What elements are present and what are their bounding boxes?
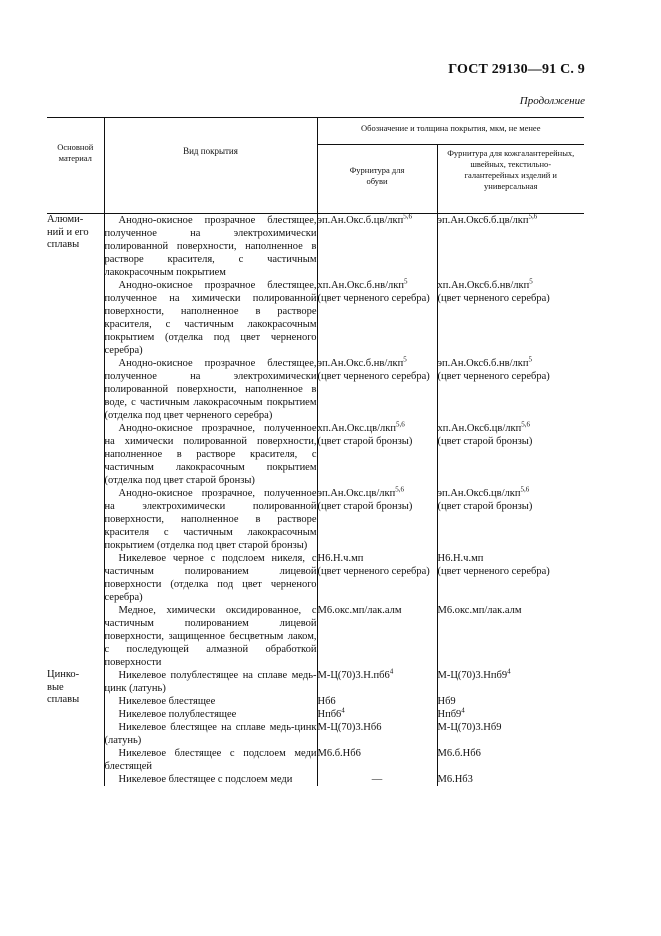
haberdashery-designation-cell bbox=[437, 773, 584, 786]
base-material-cell bbox=[47, 214, 104, 670]
table-row bbox=[47, 552, 584, 604]
haberdashery-designation-cell bbox=[437, 552, 584, 604]
footwear-designation-code: Н6.Н.ч.мп bbox=[317, 553, 364, 564]
footwear-designation-code: Нпб6 bbox=[317, 709, 342, 720]
footnote-reference: 5,6 bbox=[395, 420, 405, 429]
haberdashery-designation-code: М6.окс.мп/лак.алм bbox=[437, 605, 522, 616]
haberdashery-color-note: (цвет черненого серебра) bbox=[437, 566, 550, 577]
table-row bbox=[47, 357, 584, 422]
footwear-designation-cell bbox=[317, 721, 437, 747]
table-body bbox=[47, 214, 584, 787]
haberdashery-designation-code: Нб9 bbox=[437, 696, 456, 707]
footwear-designation-code: эп.Ан.Окс.б.нв/лкп bbox=[317, 358, 404, 369]
footwear-designation-code: М-Ц(70)3.Нб6 bbox=[317, 722, 382, 733]
standard-page-header: ГОСТ 29130—91 С. 9 bbox=[448, 62, 585, 77]
header-designation: Обозначение и толщина покрытия, мкм, не менее bbox=[317, 118, 584, 145]
footwear-designation-cell bbox=[317, 279, 437, 357]
continuation-label: Продолжение bbox=[519, 95, 585, 107]
footwear-designation-code: М6.окс.мп/лак.алм bbox=[317, 605, 402, 616]
footnote-reference: 5 bbox=[528, 355, 532, 364]
table-row bbox=[47, 487, 584, 552]
footwear-designation-code: хп.Ан.Окс.цв/лкп bbox=[317, 423, 396, 434]
footnote-reference: 4 bbox=[341, 706, 345, 715]
haberdashery-designation-code: М-Ц(70)3.Нб9 bbox=[437, 722, 502, 733]
coating-description-cell bbox=[104, 214, 317, 280]
table-row bbox=[47, 214, 584, 280]
footnote-reference: 5 bbox=[529, 277, 533, 286]
haberdashery-designation-cell bbox=[437, 422, 584, 487]
footwear-color-note: (цвет старой бронзы) bbox=[317, 501, 413, 512]
table-row bbox=[47, 708, 584, 721]
footwear-designation-code: — bbox=[371, 774, 383, 785]
coating-description-cell bbox=[104, 747, 317, 773]
footwear-designation-cell bbox=[317, 214, 437, 280]
base-material-label: Цинко-вые сплавы bbox=[47, 669, 80, 705]
footwear-designation-code: эп.Ан.Окс.цв/лкп bbox=[317, 488, 396, 499]
footnote-reference: 5 bbox=[403, 277, 408, 286]
coating-description: Анодно-окисное прозрачное, полученное на химически полированной поверхности, наполненное в растворе красителя, с частичным лакокрасочным покрытием (отделка под цвет старой бронзы) bbox=[104, 423, 317, 486]
coating-description: Никелевое блестящее с подслоем меди bbox=[118, 774, 293, 785]
haberdashery-designation-cell bbox=[437, 669, 584, 695]
coating-description-cell bbox=[104, 279, 317, 357]
header-haberdashery: Фурнитура для кожгалантерейных, швейных, текстильно-галантерейных изделий и универсальная bbox=[437, 145, 584, 214]
footwear-designation-cell bbox=[317, 552, 437, 604]
footwear-color-note: (цвет старой бронзы) bbox=[317, 436, 413, 447]
footwear-designation-cell bbox=[317, 669, 437, 695]
footwear-color-note: (цвет черненого серебра) bbox=[317, 371, 430, 382]
coating-description: Никелевое блестящее с подслоем меди блестящей bbox=[104, 748, 317, 772]
haberdashery-designation-cell bbox=[437, 747, 584, 773]
coating-description: Анодно-окисное прозрачное блестящее, полученное на электрохимически полированной поверхности, наполненное в растворе красителя, с частичным лакокрасочным покрытием bbox=[104, 215, 317, 278]
haberdashery-designation-code: М6.б.Нб6 bbox=[437, 748, 481, 759]
footnote-reference: 5,6 bbox=[520, 485, 530, 494]
haberdashery-color-note: (цвет старой бронзы) bbox=[437, 501, 533, 512]
haberdashery-color-note: (цвет старой бронзы) bbox=[437, 436, 533, 447]
haberdashery-designation-code: эп.Ан.Окс6.б.цв/лкп bbox=[437, 215, 529, 226]
footnote-reference: 4 bbox=[389, 667, 394, 676]
footwear-designation-cell bbox=[317, 357, 437, 422]
table-row bbox=[47, 695, 584, 708]
coating-description-cell bbox=[104, 695, 317, 708]
coating-description-cell bbox=[104, 721, 317, 747]
table-row bbox=[47, 279, 584, 357]
coating-description: Никелевое полублестящее bbox=[118, 709, 237, 720]
coating-description: Никелевое блестящее на сплаве медь-цинк (латунь) bbox=[104, 722, 317, 746]
haberdashery-designation-cell bbox=[437, 708, 584, 721]
footwear-designation-cell bbox=[317, 695, 437, 708]
haberdashery-designation-cell bbox=[437, 357, 584, 422]
header-footwear: Фурнитура для обуви bbox=[317, 145, 437, 214]
base-material-cell bbox=[47, 669, 104, 786]
footnote-reference: 5,6 bbox=[403, 212, 412, 221]
haberdashery-designation-cell bbox=[437, 604, 584, 669]
table-row bbox=[47, 721, 584, 747]
footwear-designation-cell bbox=[317, 487, 437, 552]
header-base-material: Основной материал bbox=[47, 118, 104, 214]
coating-description: Никелевое полублестящее на сплаве медь-цинк (латунь) bbox=[104, 670, 317, 694]
haberdashery-designation-cell bbox=[437, 214, 584, 280]
table-row bbox=[47, 773, 584, 786]
footwear-designation-cell bbox=[317, 708, 437, 721]
footwear-designation-cell bbox=[317, 773, 437, 786]
footnote-reference: 4 bbox=[507, 667, 511, 676]
haberdashery-designation-code: М-Ц(70)3.Нпб9 bbox=[437, 670, 508, 681]
coating-description-cell bbox=[104, 708, 317, 721]
haberdashery-color-note: (цвет черненого серебра) bbox=[437, 371, 550, 382]
footwear-designation-code: М6.б.Нб6 bbox=[317, 748, 361, 759]
footnote-reference: 5,6 bbox=[395, 485, 404, 494]
haberdashery-color-note: (цвет черненого серебра) bbox=[437, 293, 550, 304]
haberdashery-designation-code: хп.Ан.Окс6.б.нв/лкп bbox=[437, 280, 530, 291]
table-row bbox=[47, 604, 584, 669]
footwear-color-note: (цвет черненого серебра) bbox=[317, 566, 430, 577]
haberdashery-designation-code: хп.Ан.Окс6.цв/лкп bbox=[437, 423, 522, 434]
coating-description: Никелевое черное с подслоем никеля, с частичным полированием лицевой поверхности (отделка под цвет черненого серебра) bbox=[104, 553, 317, 603]
coating-description-cell bbox=[104, 357, 317, 422]
footwear-designation-cell bbox=[317, 747, 437, 773]
header-coating-type: Вид покрытия bbox=[104, 118, 317, 214]
coating-description-cell bbox=[104, 552, 317, 604]
coating-description-cell bbox=[104, 669, 317, 695]
haberdashery-designation-cell bbox=[437, 695, 584, 708]
footwear-designation-code: эп.Ан.Окс.б.цв/лкп bbox=[317, 215, 404, 226]
haberdashery-designation-cell bbox=[437, 721, 584, 747]
coatings-table bbox=[47, 117, 584, 786]
haberdashery-designation-cell bbox=[437, 279, 584, 357]
footwear-designation-code: М-Ц(70)3.Н.пб6 bbox=[317, 670, 390, 681]
coating-description-cell bbox=[104, 422, 317, 487]
footnote-reference: 4 bbox=[461, 706, 465, 715]
coating-description: Анодно-окисное прозрачное блестящее, полученное на химически полированной поверхности, наполненное в растворе красителя, с частичным лакокрасочным покрытием (отделка под цвет черненого серебра) bbox=[104, 280, 317, 356]
coating-description: Анодно-окисное прозрачное, полученное на электрохимически полированной поверхности, наполненное в растворе красителя с частичным лакокрасочным покрытием (отделка под цвет старой бронзы) bbox=[104, 488, 317, 551]
footwear-designation-cell bbox=[317, 604, 437, 669]
footwear-designation-code: хп.Ан.Окс.б.нв/лкп bbox=[317, 280, 404, 291]
haberdashery-designation-code: Нпб9 bbox=[437, 709, 462, 720]
haberdashery-designation-code: эп.Ан.Окс6.цв/лкп bbox=[437, 488, 521, 499]
footnote-reference: 5,6 bbox=[528, 212, 538, 221]
base-material-label: Алюми-ний и его сплавы bbox=[47, 214, 89, 250]
table-row bbox=[47, 669, 584, 695]
haberdashery-designation-code: эп.Ан.Окс6.б.нв/лкп bbox=[437, 358, 529, 369]
table-row bbox=[47, 747, 584, 773]
footnote-reference: 5 bbox=[403, 355, 407, 364]
haberdashery-designation-code: М6.Нб3 bbox=[437, 774, 473, 785]
coating-description: Медное, химически оксидированное, с частичным полированием лицевой поверхности, защищенное бесцветным лаком, с последующей алмазной обработкой поверхности bbox=[104, 605, 317, 668]
haberdashery-designation-cell bbox=[437, 487, 584, 552]
coating-description: Анодно-окисное прозрачное блестящее, полученное на электрохимически полированной поверхности, наполненное в воде, с частичным лакокрасочным покрытием (отделка под цвет черненого серебра) bbox=[104, 358, 317, 421]
footwear-designation-cell bbox=[317, 422, 437, 487]
coating-description-cell bbox=[104, 773, 317, 786]
table-row bbox=[47, 422, 584, 487]
footwear-designation-code: Нб6 bbox=[317, 696, 336, 707]
coating-description-cell bbox=[104, 604, 317, 669]
footwear-color-note: (цвет черненого серебра) bbox=[317, 293, 430, 304]
footnote-reference: 5,6 bbox=[521, 420, 530, 429]
haberdashery-designation-code: Н6.Н.ч.мп bbox=[437, 553, 484, 564]
coating-description-cell bbox=[104, 487, 317, 552]
coating-description: Никелевое блестящее bbox=[118, 696, 216, 707]
